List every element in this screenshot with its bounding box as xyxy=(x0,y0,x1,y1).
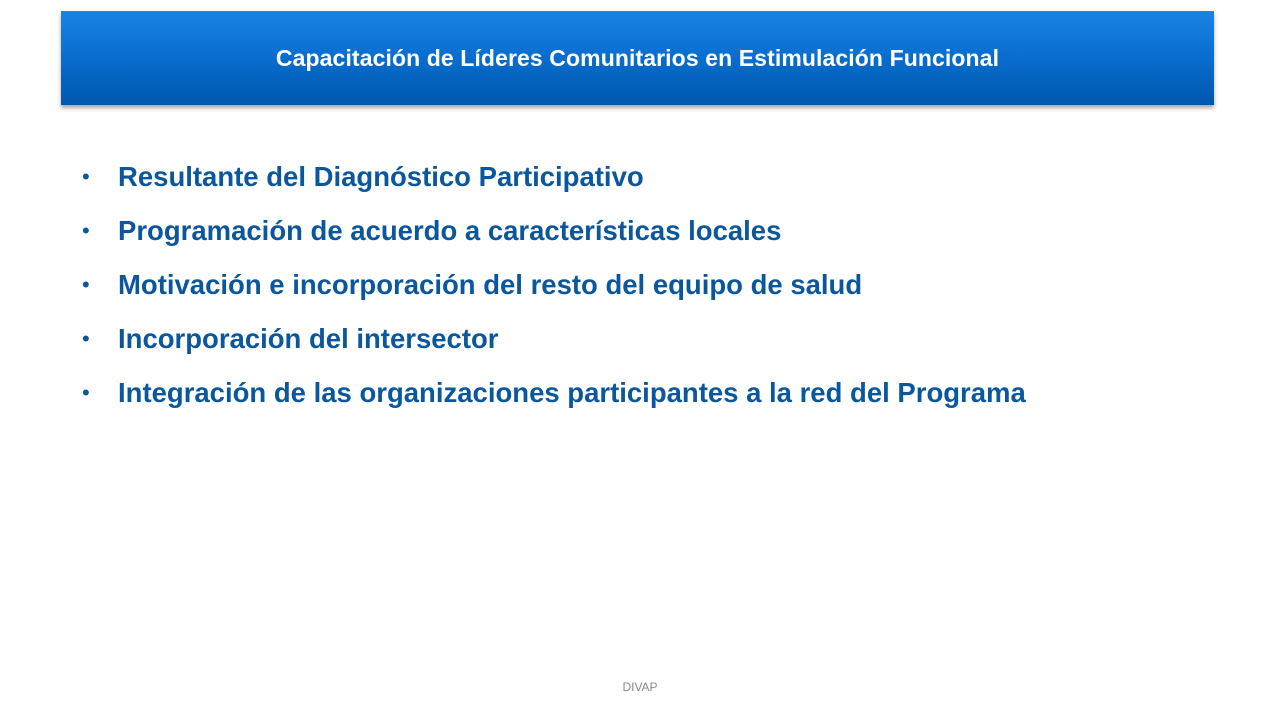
footer-text: DIVAP xyxy=(622,680,658,694)
bullet-text: Integración de las organizaciones participantes a la red del Programa xyxy=(118,377,1026,408)
bullet-item xyxy=(82,150,1026,204)
bullet-text: Resultante del Diagnóstico Participativo xyxy=(118,161,644,192)
bullet-point-icon: • xyxy=(82,272,90,297)
bullet-point-icon: • xyxy=(82,218,90,243)
bullet-item xyxy=(82,366,1026,420)
bullet-text: Programación de acuerdo a características locales xyxy=(118,215,782,246)
bullet-text: Incorporación del intersector xyxy=(118,323,499,354)
bullet-point-icon: • xyxy=(82,164,90,189)
bullet-item xyxy=(82,312,1026,366)
bullet-point-icon: • xyxy=(82,326,90,351)
slide-title: Capacitación de Líderes Comunitarios en Estimulación Funcional xyxy=(275,44,1000,71)
bullet-point-icon: • xyxy=(82,380,90,405)
bullet-item xyxy=(82,204,1026,258)
bullet-text: Motivación e incorporación del resto del equipo de salud xyxy=(118,269,863,300)
bullet-item xyxy=(82,258,1026,312)
bullet-list xyxy=(82,150,1026,420)
title-bar xyxy=(61,11,1214,105)
